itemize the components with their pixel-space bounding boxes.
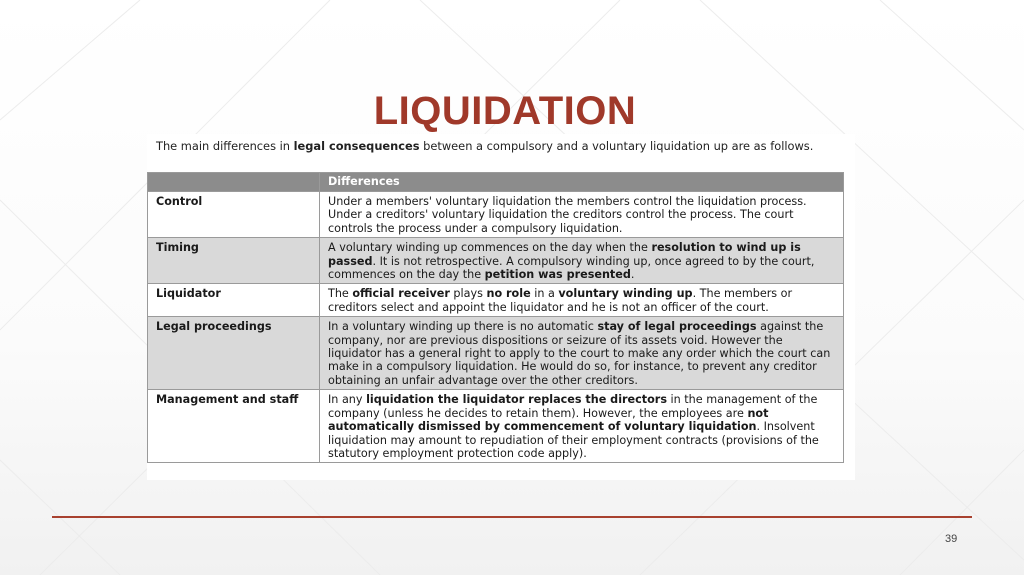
row-description (320, 238, 844, 284)
bold-phrase: not automatically dismissed by commencement of voluntary liquidation (328, 406, 769, 434)
text-segment: against the company, nor are previous dispositions or seizure of its assets void. However the liquidator has a general right to apply to the court to make any order which the court can make in a compulsory liquidation. He would do so, for instance, to prevent any creditor obtaining an unfair advantage over the other creditors. (328, 320, 831, 387)
bold-phrase: stay of legal proceedings (597, 320, 757, 334)
text-segment: plays (449, 287, 487, 301)
page-number: 39 (945, 533, 958, 545)
table-header-row (148, 173, 844, 192)
text-segment: In any (328, 393, 367, 407)
text-segment: in the management of the company (unless he decides to retain them). However, the employees are (328, 393, 818, 420)
row-description (320, 192, 844, 238)
footer-divider (52, 516, 972, 518)
row-label: Liquidator (148, 284, 320, 317)
row-label: Legal proceedings (148, 317, 320, 390)
table-body (148, 192, 844, 463)
row-description (320, 284, 844, 317)
row-description (320, 317, 844, 390)
slide-title: LIQUIDATION (373, 89, 637, 133)
text-segment: . Insolvent liquidation may amount to repudiation of their employment contracts (provisions of the statutory employment protection code apply). (328, 420, 819, 460)
bold-phrase: official receiver (352, 287, 450, 301)
table-row (148, 192, 844, 238)
document-excerpt (147, 134, 855, 480)
text-segment: A voluntary winding up commences on the day when the (328, 241, 652, 255)
row-label: Control (148, 192, 320, 238)
intro-text-end: between a compulsory and a voluntary liquidation up are as follows. (419, 139, 814, 153)
table-row (148, 317, 844, 390)
row-description (320, 390, 844, 463)
text-segment: Under a members' voluntary liquidation the members control the liquidation process. Under a creditors' voluntary liquidation the creditors control the process. The court controls the process under a compulsory liquidation. (328, 195, 807, 235)
intro-bold-text: legal consequences (293, 139, 420, 153)
intro-text: The main differences in (156, 139, 294, 153)
bold-phrase: resolution to wind up is passed (328, 241, 801, 268)
text-segment: The (328, 287, 353, 301)
table-row (148, 390, 844, 463)
text-segment: in a (530, 287, 559, 301)
bold-phrase: no role (486, 287, 531, 301)
text-segment: In a voluntary winding up there is no automatic (328, 320, 598, 334)
text-segment: . The members or creditors select and appoint the liquidator and he is not an officer of the court. (328, 287, 793, 314)
table-row (148, 284, 844, 317)
bold-phrase: petition was presented (484, 268, 631, 282)
row-label: Management and staff (148, 390, 320, 463)
differences-table (147, 172, 844, 463)
row-label: Timing (148, 238, 320, 284)
header-blank-cell (148, 173, 320, 192)
header-differences: Differences (320, 173, 844, 192)
text-segment: . (630, 268, 635, 282)
table-row (148, 238, 844, 284)
bold-phrase: voluntary winding up (558, 287, 693, 301)
bold-phrase: liquidation the liquidator replaces the directors (366, 393, 667, 407)
intro-paragraph (156, 140, 846, 154)
text-segment: . It is not retrospective. A compulsory winding up, once agreed to by the court, commences on the day the (328, 254, 815, 282)
